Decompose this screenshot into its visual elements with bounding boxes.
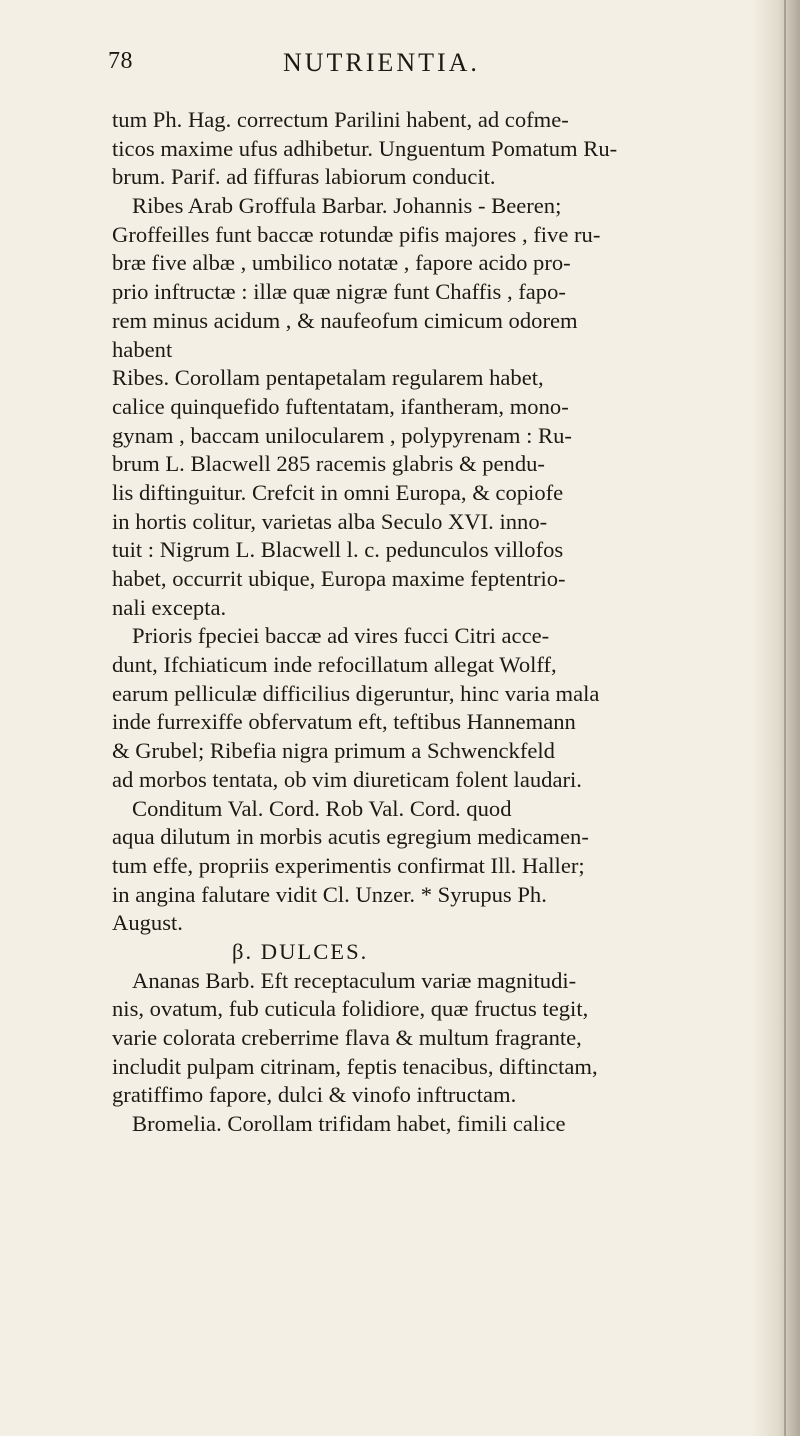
text-line-33: varie colorata creberrime flava & multum fragrante, <box>112 1025 582 1050</box>
text-line-31: Ananas Barb. Eft receptaculum variæ magnitudi- <box>132 967 577 993</box>
text-line-24: ad morbos tentata, ob vim diureticam folent laudari. <box>112 766 582 792</box>
text-line-32: nis, ovatum, fub cuticula folidiore, quæ fructus tegit, <box>112 996 589 1022</box>
text-line-36: Bromelia. Corollam trifidam habet, fimili calice <box>132 1111 566 1137</box>
text-line-29: August. <box>112 910 183 936</box>
running-head: NUTRIENTIA. <box>283 48 480 77</box>
text-line-8: rem minus acidum , & naufeofum cimicum odorem <box>112 307 578 333</box>
text-line-23: & Grubel; Ribefia nigra primum a Schwenckfeld <box>112 738 555 764</box>
text-line-1: tum Ph. Hag. correctum Parilini habent, ad cofme- <box>112 107 569 132</box>
text-line-9: habent <box>112 336 173 362</box>
text-line-22: inde furrexiffe obfervatum eft, teftibus Hannemann <box>112 709 576 735</box>
text-line-11: calice quinquefido fuftentatam, ifantheram, mono- <box>112 393 569 419</box>
text-line-34: includit pulpam citrinam, feptis tenacibus, diftinctam, <box>112 1053 598 1079</box>
text-line-28: in angina falutare vidit Cl. Unzer. * Syrupus Ph. <box>112 881 547 907</box>
page-number: 78 <box>108 48 133 74</box>
page-header <box>108 48 748 88</box>
text-line-21: earum pelliculæ difficilius digeruntur, hinc varia mala <box>112 680 600 706</box>
text-line-6: bræ five albæ , umbilico notatæ , fapore acido pro- <box>112 250 571 276</box>
text-line-19: Prioris fpeciei baccæ ad vires fucci Citri acce- <box>132 623 550 649</box>
text-line-25: Conditum Val. Cord. Rob Val. Cord. quod <box>132 795 512 821</box>
body-text <box>112 106 760 1139</box>
text-line-20: dunt, Ifchiaticum inde refocillatum allegat Wolff, <box>112 652 557 678</box>
text-line-18: nali excepta. <box>112 594 227 620</box>
text-line-14: lis diftinguitur. Crefcit in omni Europa, & copiofe <box>112 479 564 505</box>
section-heading-dulces: β. DULCES. <box>232 938 369 964</box>
text-line-13: brum L. Blacwell 285 racemis glabris & pendu- <box>112 451 545 477</box>
text-line-15: in hortis colitur, varietas alba Seculo XVI. inno- <box>112 508 548 534</box>
text-line-27: tum effe, propriis experimentis confirmat Ill. Haller; <box>112 852 585 878</box>
text-line-3: brum. Parif. ad fiffuras labiorum conducit. <box>112 164 496 190</box>
text-line-16: tuit : Nigrum L. Blacwell l. c. pedunculos villofos <box>112 537 564 563</box>
text-line-2: ticos maxime ufus adhibetur. Unguentum Pomatum Ru- <box>112 135 618 161</box>
text-line-35: gratiffimo fapore, dulci & vinofo inftructam. <box>112 1082 517 1108</box>
text-line-5: Groffeilles funt baccæ rotundæ pifis majores , five ru- <box>112 221 601 247</box>
text-line-4: Ribes Arab Groffula Barbar. Johannis - Beeren; <box>132 193 562 219</box>
text-line-17: habet, occurrit ubique, Europa maxime feptentrio- <box>112 566 566 591</box>
text-line-7: prio inftructæ : illæ quæ nigræ funt Chaffis , fapo- <box>112 279 566 305</box>
text-line-12: gynam , baccam unilocularem , polypyrenam : Ru- <box>112 422 572 448</box>
text-line-26: aqua dilutum in morbis acutis egregium medicamen- <box>112 824 589 850</box>
text-line-10: Ribes. Corollam pentapetalam regularem habet, <box>112 365 544 391</box>
page-edge-line <box>784 0 786 1436</box>
